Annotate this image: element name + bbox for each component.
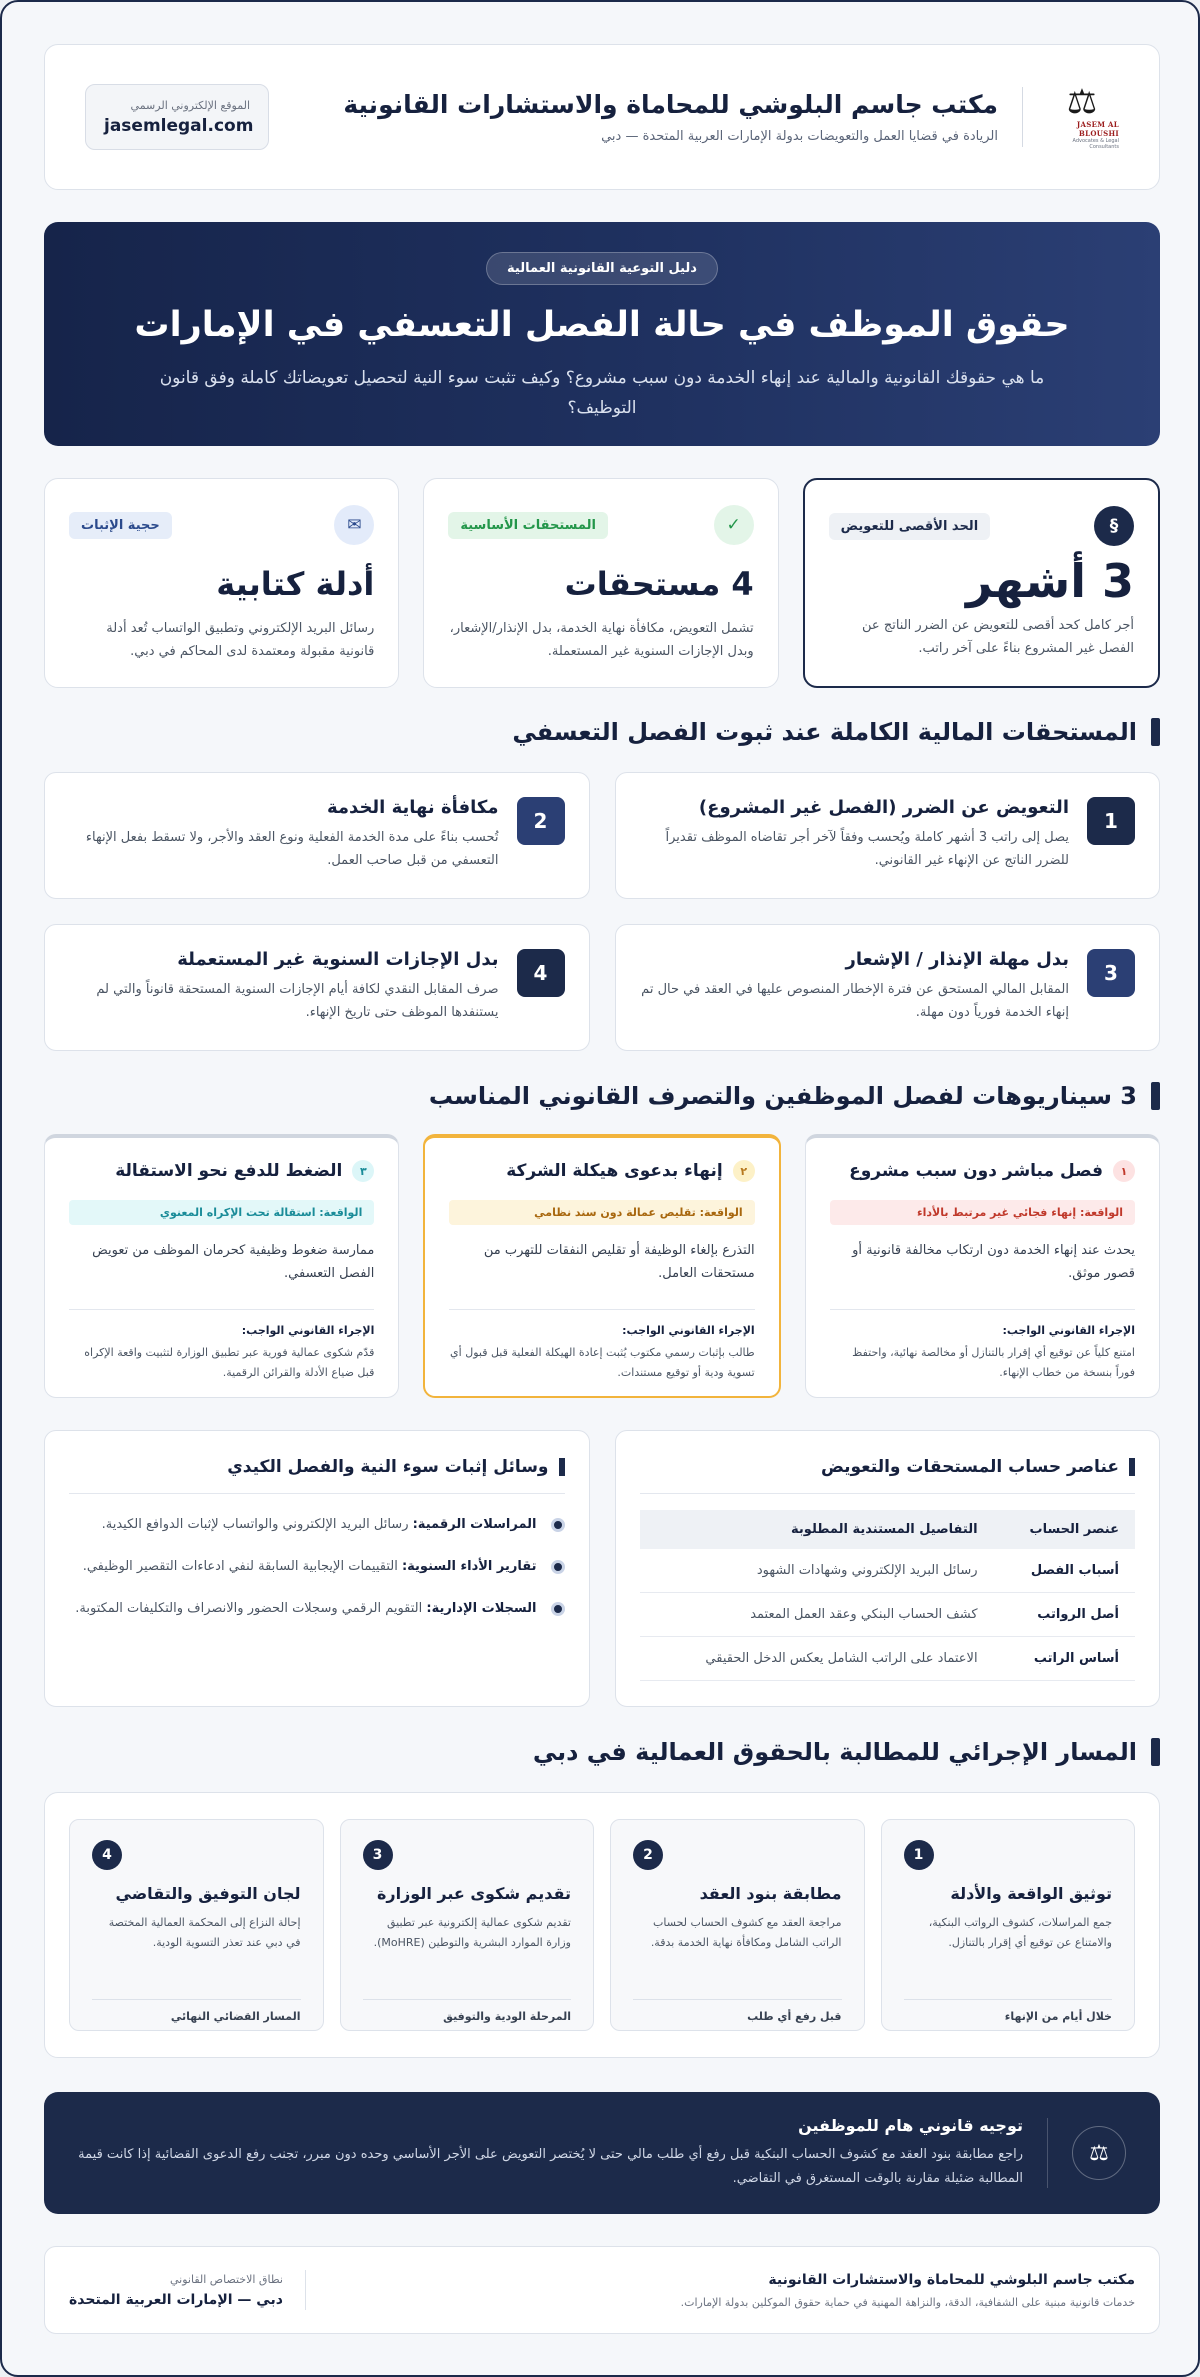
stat-card-max-compensation (803, 478, 1160, 688)
firm-title: مكتب جاسم البلوشي للمحاماة والاستشارات القانونية (343, 90, 998, 119)
bullet-icon (551, 1518, 565, 1532)
calc-table (640, 1510, 1136, 1681)
table-row (640, 1549, 1136, 1593)
logo-sub: Advocates & Legal Consultants (1072, 138, 1119, 150)
scenario-title: فصل مباشر دون سبب مشروع (849, 1161, 1103, 1181)
entitlement-card (44, 924, 590, 1051)
step-desc: إحالة النزاع إلى المحكمة العمالية المختصة في دبي عند تعذر التسوية الودية. (108, 1916, 301, 1949)
hero-badge: دليل التوعية القانونية العمالية (486, 252, 718, 285)
step-number: 4 (92, 1840, 122, 1870)
table-cell: رسائل البريد الإلكتروني وشهادات الشهود (640, 1549, 994, 1593)
scenario-desc: التذرع بإلغاء الوظيفة أو تقليص النفقات للتهرب من مستحقات العامل. (483, 1243, 755, 1281)
step-number: 1 (904, 1840, 934, 1870)
path-step (340, 1819, 595, 2031)
evidence-text: التقويم الرقمي وسجلات الحضور والانصراف والتكليفات المكتوبة. (75, 1601, 427, 1616)
path-step (69, 1819, 324, 2031)
scenario-fact: الواقعة: استقالة تحت الإكراه المعنوي (69, 1200, 374, 1225)
entitlement-number: 3 (1087, 949, 1135, 997)
scenario-number: ٢ (733, 1160, 755, 1182)
stat-tag: الحد الأقصى للتعويض (829, 513, 990, 540)
evidence-label: المراسلات الرقمية: (412, 1517, 537, 1532)
check-icon: ✓ (714, 505, 754, 545)
table-cell: كشف الحساب البنكي وعقد العمل المعتمد (640, 1593, 994, 1637)
scenario-desc: ممارسة ضغوط وظيفية كحرمان الموظف من تعويض الفصل التعسفي. (92, 1243, 375, 1281)
table-cell: أسباب الفصل (994, 1549, 1135, 1593)
evidence-text: التقييمات الإيجابية السابقة لنفي ادعاءات التقصير الوظيفي. (82, 1559, 402, 1574)
entitlement-title: بدل الإجازات السنوية غير المستعملة (177, 949, 499, 970)
evidence-title: وسائل إثبات سوء النية والفصل الكيدي (69, 1457, 565, 1494)
scenario-action: امتنع كلياً عن توقيع أي إقرار بالتنازل أو مخالصة نهائية، واحتفظ فوراً بنسخة من خطاب الإنهاء. (852, 1346, 1135, 1379)
table-row (640, 1637, 1136, 1681)
path-step (610, 1819, 865, 2031)
footer-title: مكتب جاسم البلوشي للمحاماة والاستشارات القانونية (768, 2271, 1135, 2288)
entitlement-card (615, 924, 1161, 1051)
entitlement-desc: المقابل المالي المستحق عن فترة الإخطار المنصوص عليها في العقد في حال تم إنهاء الخدمة فورياً دون مهلة. (641, 982, 1069, 1020)
website-label: الموقع الإلكتروني الرسمي (130, 98, 250, 112)
list-item (69, 1514, 565, 1536)
table-header: عنصر الحساب (994, 1510, 1135, 1549)
stat-card-evidence (44, 478, 399, 688)
scenarios-title: 3 سيناريوهات لفصل الموظفين والتصرف القانوني المناسب (44, 1082, 1160, 1110)
stat-desc: رسائل البريد الإلكتروني وتطبيق الواتساب تُعد أدلة قانونية مقبولة ومعتمدة لدى المحاكم في دبي. (106, 621, 375, 659)
scenario-card (44, 1134, 399, 1398)
hero-subtitle: ما هي حقوقك القانونية والمالية عند إنهاء الخدمة دون سبب مشروع؟ وكيف تثبت سوء النية لتحصيل تعويضاتك كاملة وفق قانون التوظيف؟ (159, 368, 1045, 418)
firm-logo (1045, 82, 1119, 152)
table-cell: أساس الراتب (994, 1637, 1135, 1681)
entitlement-card (44, 772, 590, 899)
scenario-desc: يحدث عند إنهاء الخدمة دون ارتكاب مخالفة قانونية أو قصور موثق. (852, 1243, 1135, 1281)
step-title: لجان التوفيق والتقاضي (115, 1884, 301, 1903)
entitlement-number: 1 (1087, 797, 1135, 845)
scenario-card (805, 1134, 1160, 1398)
entitlement-number: 4 (517, 949, 565, 997)
scenario-fact: الواقعة: إنهاء فجائي غير مرتبط بالأداء (830, 1200, 1135, 1225)
advice-desc: راجع مطابقة بنود العقد مع كشوف الحساب البنكية قبل رفع أي طلب مالي حتى لا يُختصر التعويض على الأجر الأساسي وحده دون مبرر، تجنب رفع الدعوى القضائية إذا كانت قيمة المطالبة ضئيلة مقارنة بالوقت المستغرق في التقاضي. (78, 2146, 1023, 2186)
step-title: مطابقة بنود العقد (699, 1884, 842, 1903)
stat-cards (44, 478, 1160, 688)
section-icon: § (1094, 506, 1134, 546)
table-row (640, 1593, 1136, 1637)
step-desc: جمع المراسلات، كشوف الرواتب البنكية، والامتناع عن توقيع أي إقرار بالتنازل. (928, 1916, 1112, 1949)
site-header (44, 44, 1160, 190)
scales-icon: ⚖ (1066, 82, 1098, 122)
firm-subtitle: الريادة في قضايا العمل والتعويضات بدولة الإمارات العربية المتحدة — دبي (601, 129, 998, 144)
website-link[interactable]: jasemlegal.com (104, 115, 254, 136)
table-cell: أصل الرواتب (994, 1593, 1135, 1637)
path-title: المسار الإجرائي للمطالبة بالحقوق العمالية في دبي (44, 1738, 1160, 1766)
step-footer: المرحلة الودية والتوفيق (443, 2010, 571, 2023)
stat-tag: حجية الإثبات (69, 512, 172, 539)
entitlement-desc: تُحسب بناءً على مدة الخدمة الفعلية ونوع العقد والأجر، ولا تسقط بفعل الإنهاء التعسفي من قبل صاحب العمل. (85, 830, 499, 868)
path-steps (44, 1792, 1160, 2058)
step-desc: تقديم شكوى عمالية إلكترونية عبر تطبيق وزارة الموارد البشرية والتوطين (MoHRE). (373, 1916, 571, 1949)
footer-divider (305, 2270, 306, 2310)
table-cell: الاعتماد على الراتب الشامل يعكس الدخل الحقيقي (640, 1637, 994, 1681)
logo-name: JASEM AL BLOUSHI (1076, 120, 1119, 138)
stat-card-entitlements (423, 478, 778, 688)
entitlement-title: مكافأة نهاية الخدمة (326, 797, 499, 818)
bullet-icon (551, 1560, 565, 1574)
header-divider (1022, 87, 1023, 147)
stat-desc: تشمل التعويض، مكافأة نهاية الخدمة، بدل الإنذار/الإشعار، وبدل الإجازات السنوية غير المستعملة. (449, 621, 754, 659)
action-label: الإجراء القانوني الواجب: (622, 1324, 755, 1337)
calc-panel (615, 1430, 1161, 1707)
scenario-title: إنهاء بدعوى هيكلة الشركة (506, 1161, 723, 1181)
scope-label: نطاق الاختصاص القانوني (170, 2272, 283, 2286)
step-title: تقديم شكوى عبر الوزارة (376, 1884, 571, 1903)
step-number: 3 (363, 1840, 393, 1870)
step-footer: المسار القضائي النهائي (170, 2010, 301, 2023)
scenarios-row (44, 1134, 1160, 1398)
scenario-card (423, 1134, 780, 1398)
advice-divider (1047, 2118, 1048, 2188)
scenario-fact: الواقعة: تقليص عمالة دون سند نظامي (449, 1200, 754, 1225)
entitlement-desc: صرف المقابل النقدي لكافة أيام الإجازات السنوية المستحقة قانوناً والتي لم يستنفدها الموظف حتى تاريخ الإنهاء. (96, 982, 499, 1020)
envelope-icon: ✉ (334, 505, 374, 545)
hero-title: حقوق الموظف في حالة الفصل التعسفي في الإمارات (134, 305, 1070, 345)
entitlement-card (615, 772, 1161, 899)
stat-value: 4 مستحقات (564, 565, 754, 603)
step-footer: قبل رفع أي طلب (747, 2010, 842, 2023)
path-step (881, 1819, 1136, 2031)
site-footer (44, 2246, 1160, 2334)
list-item (69, 1556, 565, 1578)
entitlement-title: بدل مهلة الإنذار / الإشعار (845, 949, 1069, 970)
footer-desc: خدمات قانونية مبنية على الشفافية، الدقة، والنزاهة المهنية في حماية حقوق الموكلين بدولة الإمارات. (680, 2295, 1135, 2309)
entitlements-grid (44, 772, 1160, 1051)
action-label: الإجراء القانوني الواجب: (1002, 1324, 1135, 1337)
table-header: التفاصيل المستندية المطلوبة (640, 1510, 994, 1549)
step-footer: خلال أيام من الإنهاء (1004, 2010, 1112, 2023)
step-title: توثيق الواقعة والأدلة (950, 1884, 1112, 1903)
scenario-action: قدّم شكوى عمالية فورية عبر تطبيق الوزارة لتثبيت واقعة الإكراه قبل ضياع الأدلة والقرائن الرقمية. (84, 1346, 375, 1379)
stat-value: أدلة كتابية (216, 565, 375, 603)
step-number: 2 (633, 1840, 663, 1870)
stat-desc: أجر كامل كحد أقصى للتعويض عن الضرر الناتج عن الفصل غير المشروع بناءً على آخر راتب. (862, 618, 1134, 656)
table-header-row (640, 1510, 1136, 1549)
list-item (69, 1598, 565, 1620)
scenario-action: طالب بإثبات رسمي مكتوب يُثبت إعادة الهيكلة الفعلية قبل قبول أي تسوية ودية أو توقيع مستندات. (450, 1346, 755, 1379)
advice-banner (44, 2092, 1160, 2214)
evidence-label: السجلات الإدارية: (426, 1601, 537, 1616)
step-desc: مراجعة العقد مع كشوف الحساب لحساب الراتب الشامل ومكافأة نهاية الخدمة بدقة. (650, 1916, 842, 1949)
entitlement-title: التعويض عن الضرر (الفصل غير المشروع) (698, 797, 1069, 818)
stat-tag: المستحقات الأساسية (448, 512, 608, 539)
evidence-label: تقارير الأداء السنوية: (401, 1559, 537, 1574)
entitlement-desc: يصل إلى راتب 3 أشهر كاملة ويُحسب وفقاً لآخر أجر تقاضاه الموظف تقديراً للضرر الناتج عن الإنهاء غير القانوني. (665, 830, 1069, 868)
entitlements-title: المستحقات المالية الكاملة عند ثبوت الفصل التعسفي (44, 718, 1160, 746)
evidence-panel (44, 1430, 590, 1707)
scales-icon: ⚖ (1072, 2126, 1126, 2180)
evidence-text: رسائل البريد الإلكتروني والواتساب لإثبات الدوافع الكيدية. (101, 1517, 413, 1532)
info-panels (44, 1430, 1160, 1707)
scenario-number: ٣ (352, 1160, 374, 1182)
website-box[interactable] (85, 84, 269, 150)
bullet-icon (551, 1602, 565, 1616)
action-label: الإجراء القانوني الواجب: (241, 1324, 375, 1337)
stat-value: 3 أشهر (965, 554, 1134, 608)
entitlement-number: 2 (517, 797, 565, 845)
hero-banner (44, 222, 1160, 446)
advice-title: توجيه قانوني هام للموظفين (798, 2115, 1023, 2135)
scenario-title: الضغط للدفع نحو الاستقالة (115, 1161, 343, 1181)
calc-title: عناصر حساب المستحقات والتعويض (640, 1457, 1136, 1494)
scenario-number: ١ (1113, 1160, 1135, 1182)
scope-value: دبي — الإمارات العربية المتحدة (69, 2291, 283, 2308)
